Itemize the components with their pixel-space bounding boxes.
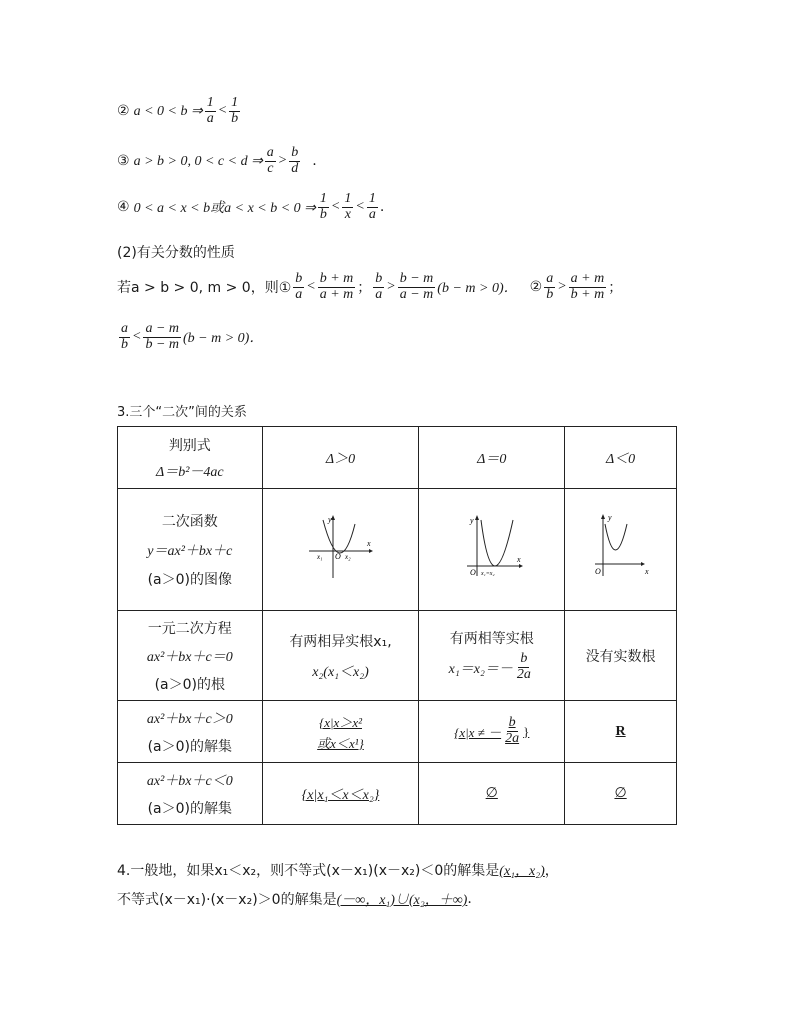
table-cell: 判别式 Δ＝b²－4ac <box>118 427 263 489</box>
table-row <box>118 763 677 825</box>
section-3-title: 3.三个“二次”间的关系 <box>117 405 247 420</box>
svg-text:x₁=x₂: x₁=x₂ <box>480 571 495 577</box>
table-row <box>118 489 677 611</box>
svg-text:y: y <box>328 515 333 524</box>
svg-text:y: y <box>607 513 612 522</box>
fraction: a c <box>266 145 274 176</box>
svg-text:x: x <box>516 555 521 564</box>
table-cell: Δ＜0 <box>565 427 677 489</box>
svg-text:O: O <box>594 567 601 576</box>
quadratic-relations-table <box>117 426 677 825</box>
table-row <box>118 611 677 701</box>
fraction: a + m b + m <box>570 271 605 302</box>
table-cell: ax²＋bx＋c＞0 (a＞0)的解集 <box>118 701 263 763</box>
table-cell: ∅ <box>419 763 565 825</box>
table-row <box>118 701 677 763</box>
table-cell: ∅ <box>565 763 677 825</box>
fraction: a b <box>121 321 128 352</box>
fraction: b a <box>295 271 303 302</box>
table-cell: Δ＝0 <box>419 427 565 489</box>
section-4-line-2: 不等式(x－x₁)·(x－x₂)＞0的解集是 (－∞，x₁)∪(x₂，＋∞) . <box>117 891 472 908</box>
fraction: 1 x <box>344 191 352 222</box>
property-4: ④ 0 < a < x < b或a < x < b < 0 ⇒ 1 b < 1 x < 1 a . <box>117 191 385 222</box>
svg-text:x: x <box>367 539 372 548</box>
table-cell <box>565 489 677 611</box>
fraction: b d <box>291 145 299 176</box>
fraction: b 2a <box>505 715 520 746</box>
table-cell: {x|x＞x² 或x＜x¹} <box>262 701 419 763</box>
property-2: ② a < 0 < b ⇒ 1 a < 1 b <box>117 95 239 126</box>
property-3: ③ a > b > 0, 0 < c < d ⇒ a c > b d . <box>117 145 317 176</box>
fraction: 1 a <box>206 95 214 126</box>
fraction: b + m a + m <box>319 271 354 302</box>
fraction: b a <box>375 271 383 302</box>
fraction: b − m a − m <box>399 271 434 302</box>
fraction: b 2a <box>516 651 531 682</box>
section-4-line-1: 4.一般地，如果x₁＜x₂，则不等式(x－x₁)(x－x₂)＜0的解集是 (x₁，x₂) ， <box>117 863 559 879</box>
table-cell: Δ＞0 <box>262 427 419 489</box>
table-cell: 有两相等实根 x₁＝x₂＝－ b 2a <box>419 611 565 701</box>
table-cell: 没有实数根 <box>565 611 677 701</box>
svg-text:x₁: x₁ <box>317 553 324 561</box>
table-cell: 一元二次方程 ax²＋bx＋c＝0 (a＞0)的根 <box>118 611 263 701</box>
fraction: 1 b <box>319 191 327 222</box>
svg-text:x₂: x₂ <box>345 553 352 561</box>
fraction: a − m b − m <box>145 321 180 352</box>
svg-text:x: x <box>644 567 649 576</box>
fraction-properties-line-1: 若a > b > 0, m > 0，则① b a < b + m a + m ； b a > b − m a − m (b − m > 0)． ② a b > a + m b + m ； <box>117 271 623 302</box>
table-row <box>118 427 677 489</box>
parabola-two-roots-graph <box>305 512 375 582</box>
table-cell: {x|x ≠ － b 2a } <box>419 701 565 763</box>
table-cell <box>419 489 565 611</box>
table-cell: R <box>565 701 677 763</box>
svg-text:O: O <box>469 568 476 577</box>
parabola-one-root-graph <box>457 512 527 582</box>
table-cell: {x|x₁＜x＜x₂} <box>262 763 419 825</box>
table-cell: 有两相异实根x₁, x₂(x₁＜x₂) <box>262 611 419 701</box>
fraction-properties-heading: (2)有关分数的性质 <box>117 245 235 261</box>
table-cell: ax²＋bx＋c＜0 (a＞0)的解集 <box>118 763 263 825</box>
fraction: a b <box>546 271 554 302</box>
fraction: 1 b <box>231 95 239 126</box>
table-cell: 二次函数 y＝ax²＋bx＋c (a＞0)的图像 <box>118 489 263 611</box>
fraction: 1 a <box>368 191 376 222</box>
svg-text:y: y <box>469 516 474 525</box>
parabola-no-roots-graph <box>589 512 653 582</box>
table-cell <box>262 489 419 611</box>
fraction-properties-line-2: a b < a − m b − m (b − m > 0)． <box>121 321 264 352</box>
svg-text:O: O <box>335 552 342 561</box>
